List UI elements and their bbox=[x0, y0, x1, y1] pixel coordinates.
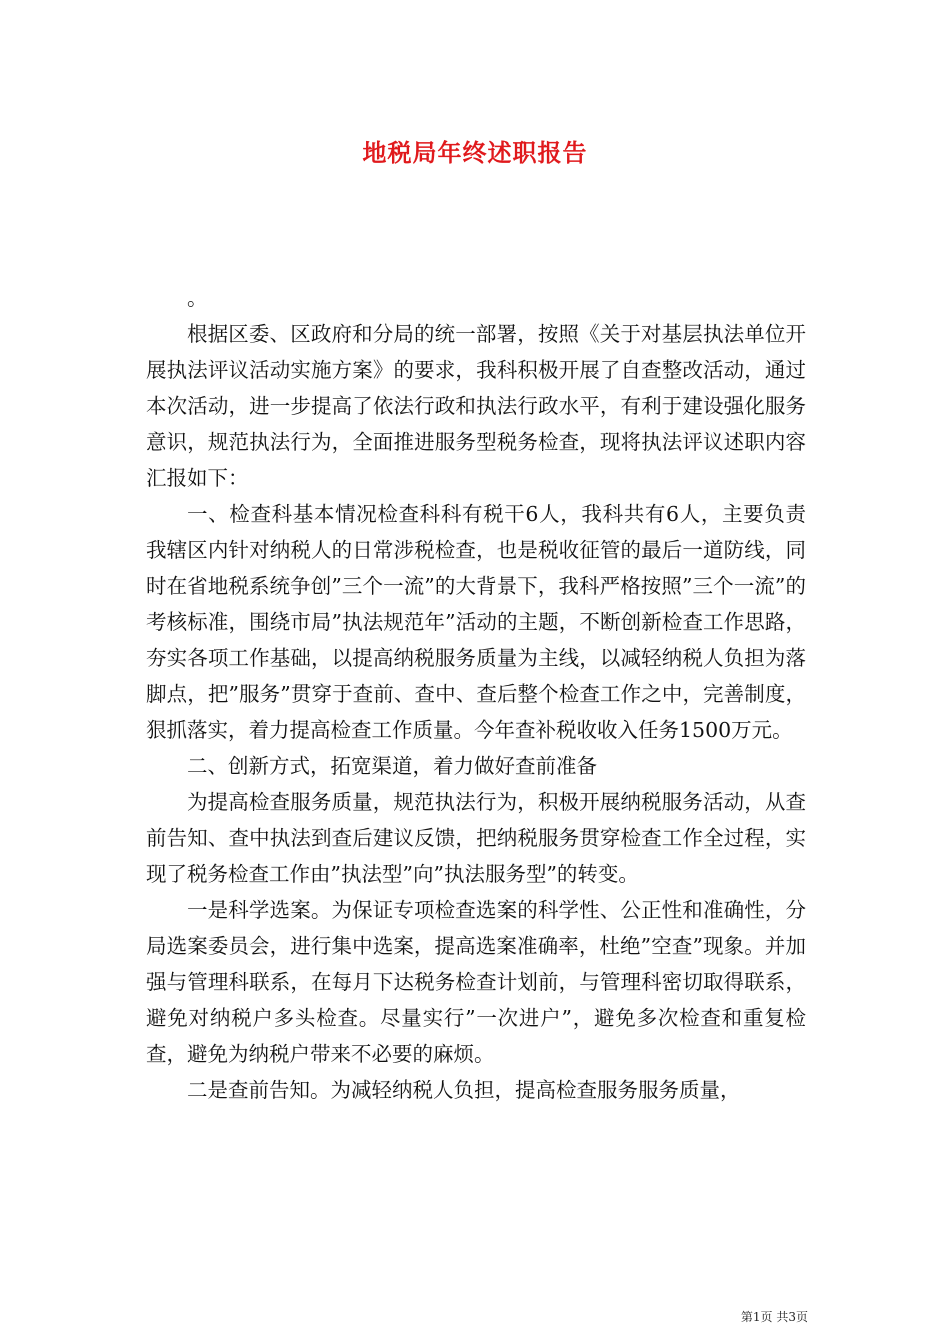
paragraph: 一、检查科基本情况检查科科有税干6人，我科共有6人，主要负责我辖区内针对纳税人的日常涉税检查，也是税收征管的最后一道防线，同时在省地税系统争创”三个一流”的大背景下，我科严格按照”三个一流”的考核标准，围绕市局”执法规范年”活动的主题，不断创新检查工作思路，夯实各项工作基础，以提高纳税服务质量为主线，以减轻纳税人负担为落脚点，把”服务”贯穿于查前、查中、查后整个检查工作之中，完善制度，狠抓落实，着力提高检查工作质量。今年查补税收收入任务1500万元。 bbox=[146, 502, 806, 742]
paragraph: 一是科学选案。为保证专项检查选案的科学性、公正性和准确性，分局选案委员会，进行集中选案，提高选案准确率，杜绝”空查”现象。并加强与管理科联系，在每月下达税务检查计划前，与管理科密切取得联系，避免对纳税户多头检查。尽量实行”一次进户”，避免多次检查和重复检查，避免为纳税户带来不必要的麻烦。 bbox=[146, 898, 806, 1066]
paragraph: 为提高检查服务质量，规范执法行为，积极开展纳税服务活动，从查前告知、查中执法到查后建议反馈，把纳税服务贯穿检查工作全过程，实现了税务检查工作由”执法型”向”执法服务型”的转变。 bbox=[146, 790, 806, 886]
section-heading: 二、创新方式，拓宽渠道，着力做好查前准备 bbox=[187, 754, 597, 778]
document-title: 地税局年终述职报告 bbox=[362, 138, 588, 167]
document-body bbox=[146, 280, 806, 1108]
paragraph: 根据区委、区政府和分局的统一部署，按照《关于对基层执法单位开展执法评议活动实施方案》的要求，我科积极开展了自查整改活动，通过本次活动，进一步提高了依法行政和执法行政水平，有利于建设强化服务意识，规范执法行为，全面推进服务型税务检查，现将执法评议述职内容汇报如下： bbox=[146, 322, 806, 490]
paragraph: 。 bbox=[187, 286, 208, 310]
page-number: 第1页 共3页 bbox=[740, 1310, 808, 1324]
paragraph: 二是查前告知。为减轻纳税人负担，提高检查服务服务质量， bbox=[187, 1078, 741, 1102]
